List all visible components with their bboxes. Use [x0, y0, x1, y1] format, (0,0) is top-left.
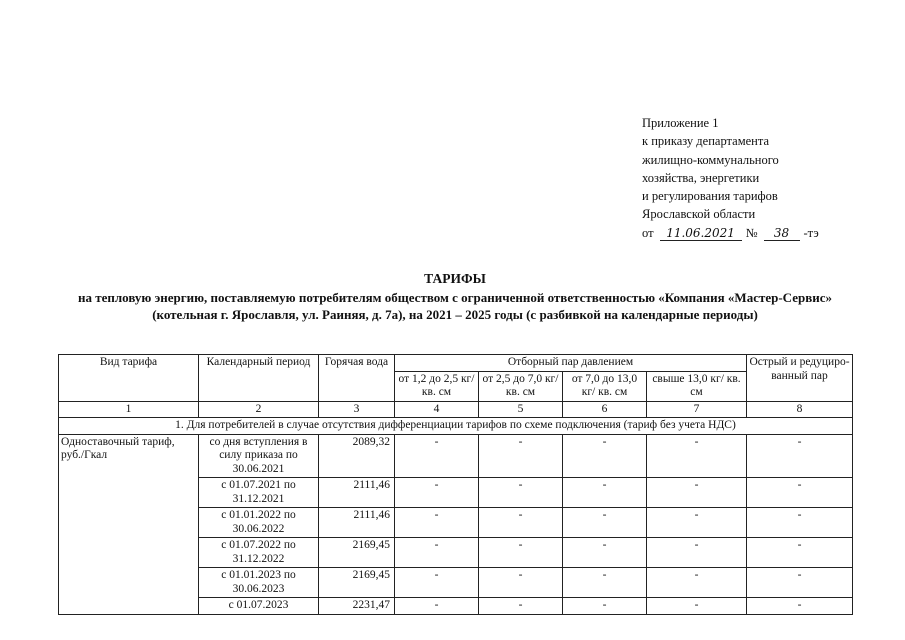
- handwritten-date: 11.06.2021: [660, 226, 742, 241]
- appendix-line: хозяйства, энергетики: [642, 170, 760, 185]
- hot-water-cell: 2089,32: [319, 434, 395, 478]
- tariff-table: [58, 354, 853, 615]
- steam-2-cell: -: [479, 568, 563, 598]
- appendix-line: жилищно-коммунального: [642, 152, 779, 167]
- steam-3-cell: -: [563, 568, 647, 598]
- period-cell: с 01.01.2023 по 30.06.2023: [199, 568, 319, 598]
- steam-1-cell: -: [395, 478, 479, 508]
- sharp-steam-cell: -: [747, 508, 853, 538]
- sharp-steam-cell: -: [747, 598, 853, 615]
- period-cell: с 01.07.2023: [199, 598, 319, 615]
- sharp-steam-cell: -: [747, 568, 853, 598]
- steam-1-cell: -: [395, 434, 479, 478]
- header-steam-1: от 1,2 до 2,5 кг/ кв. см: [395, 371, 479, 401]
- period-cell: с 01.01.2022 по 30.06.2022: [199, 508, 319, 538]
- period-cell: со дня вступления в силу приказа по 30.06.2021: [199, 434, 319, 478]
- hot-water-cell: 2111,46: [319, 478, 395, 508]
- number-label: №: [745, 225, 758, 240]
- col-number: 1: [59, 401, 199, 418]
- steam-1-cell: -: [395, 508, 479, 538]
- sharp-steam-cell: -: [747, 478, 853, 508]
- steam-4-cell: -: [647, 478, 747, 508]
- title-subtitle: на тепловую энергию, поставляемую потребителям обществом с ограниченной ответственностью «Компания «Мастер-Сервис» (котельная г. Ярославля, ул. Раиняя, д. 7а), на 2021 – 2025 годы (с разбивкой на календарные периоды): [78, 290, 832, 322]
- steam-1-cell: -: [395, 568, 479, 598]
- header-steam-4: свыше 13,0 кг/ кв. см: [647, 371, 747, 401]
- order-reference: [642, 224, 819, 242]
- appendix-line: к приказу департамента: [642, 134, 770, 149]
- hot-water-cell: 2169,45: [319, 538, 395, 568]
- col-number: 5: [479, 401, 563, 418]
- appendix-line: Приложение 1: [642, 116, 719, 130]
- hot-water-cell: 2169,45: [319, 568, 395, 598]
- title-heading: ТАРИФЫ: [424, 271, 486, 286]
- hot-water-cell: 2231,47: [319, 598, 395, 615]
- header-hot-water: Горячая вода: [319, 355, 395, 402]
- col-number: 8: [747, 401, 853, 418]
- steam-4-cell: -: [647, 434, 747, 478]
- steam-1-cell: -: [395, 598, 479, 615]
- sharp-steam-cell: -: [747, 434, 853, 478]
- steam-2-cell: -: [479, 434, 563, 478]
- header-tariff-type: Вид тарифа: [59, 355, 199, 402]
- col-number: 7: [647, 401, 747, 418]
- col-number: 6: [563, 401, 647, 418]
- header-row: [59, 355, 853, 372]
- header-steam-group: Отборный пар давлением: [395, 355, 747, 372]
- column-number-row: [59, 401, 853, 418]
- steam-3-cell: -: [563, 508, 647, 538]
- steam-3-cell: -: [563, 598, 647, 615]
- table-row: [59, 434, 853, 478]
- section-row: [59, 418, 853, 435]
- appendix-block: [642, 114, 819, 242]
- header-steam-3: от 7,0 до 13,0 кг/ кв. см: [563, 371, 647, 401]
- steam-3-cell: -: [563, 478, 647, 508]
- steam-4-cell: -: [647, 598, 747, 615]
- steam-2-cell: -: [479, 598, 563, 615]
- period-cell: с 01.07.2022 по 31.12.2022: [199, 538, 319, 568]
- steam-2-cell: -: [479, 478, 563, 508]
- section-heading: 1. Для потребителей в случае отсутствия дифференциации тарифов по схеме подключения (тариф без учета НДС): [59, 418, 853, 435]
- steam-4-cell: -: [647, 508, 747, 538]
- col-number: 2: [199, 401, 319, 418]
- handwritten-number: 38: [764, 226, 800, 241]
- tariff-type-cell: Одноставочный тариф, руб./Гкал: [59, 434, 199, 614]
- from-label: от: [642, 225, 654, 240]
- header-sharp-steam: Острый и редуциро-ванный пар: [747, 355, 853, 402]
- number-suffix: -тэ: [803, 225, 819, 240]
- steam-4-cell: -: [647, 538, 747, 568]
- steam-4-cell: -: [647, 568, 747, 598]
- steam-1-cell: -: [395, 538, 479, 568]
- steam-3-cell: -: [563, 538, 647, 568]
- steam-2-cell: -: [479, 538, 563, 568]
- header-period: Календарный период: [199, 355, 319, 402]
- steam-3-cell: -: [563, 434, 647, 478]
- document-title: [60, 270, 850, 323]
- col-number: 3: [319, 401, 395, 418]
- header-steam-2: от 2,5 до 7,0 кг/ кв. см: [479, 371, 563, 401]
- sharp-steam-cell: -: [747, 538, 853, 568]
- appendix-line: Ярославской области: [642, 207, 756, 222]
- col-number: 4: [395, 401, 479, 418]
- period-cell: с 01.07.2021 по 31.12.2021: [199, 478, 319, 508]
- steam-2-cell: -: [479, 508, 563, 538]
- appendix-line: и регулирования тарифов: [642, 189, 778, 204]
- hot-water-cell: 2111,46: [319, 508, 395, 538]
